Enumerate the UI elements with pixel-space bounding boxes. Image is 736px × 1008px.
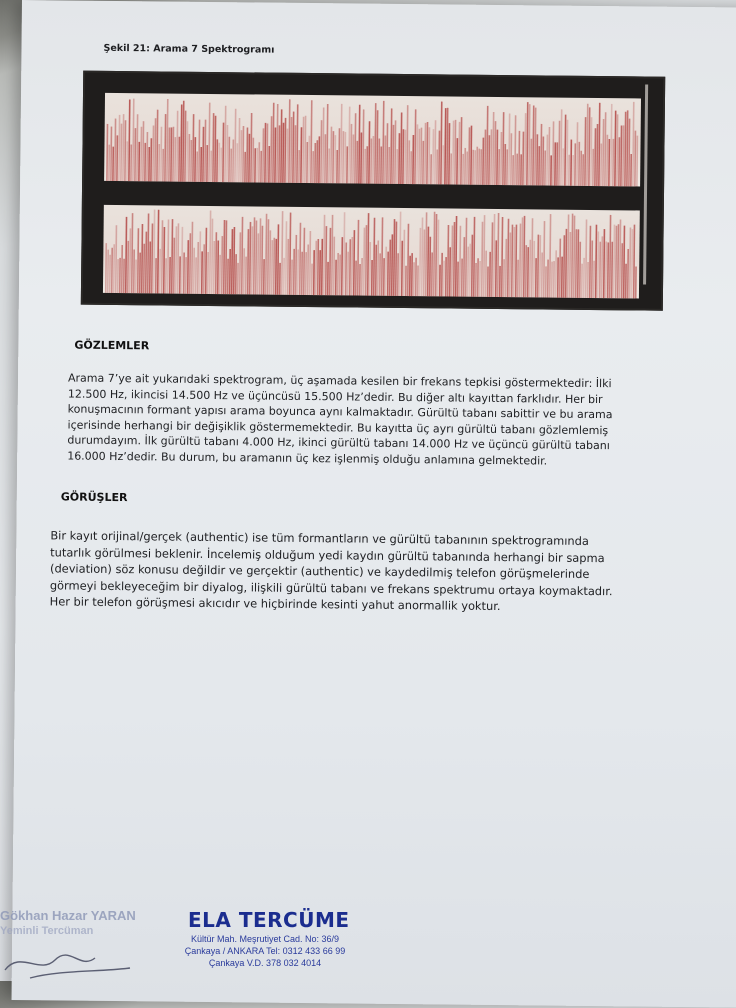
opinions-line: Her bir telefon görüşmesi akıcıdır ve hiçbirinde kesinti yahut anormallik yoktur.: [49, 594, 501, 614]
opinions-line: tutarlık görülmesi beklenir. İncelemiş olduğum yedi kaydın gürültü tabanında herhangi bir sapma: [50, 544, 605, 565]
observations-line: içerisinde herhangi bir değişiklik göstermemektedir. Bu kayıtta üç ayrı gürültü tabanı gözlemlemiş: [67, 418, 609, 437]
address-line: Çankaya V.D. 378 032 4014: [208, 958, 322, 968]
spectrogram-stripe: [487, 266, 489, 296]
spectrogram-stripe: [572, 155, 574, 186]
spectrogram-stripe: [430, 154, 432, 184]
spectrogram-stripe: [312, 151, 314, 183]
spectrogram-stripe: [279, 263, 281, 295]
spectrogram-stripe: [462, 154, 464, 185]
spectrogram-stripe: [630, 154, 632, 186]
document-page: [12, 0, 736, 1008]
opinions-heading: GÖRÜŞLER: [60, 490, 128, 505]
opinions-line: Bir kayıt orijinal/gerçek (authentic) ise tüm formantların ve gürültü tabanının spektrogramında: [50, 528, 589, 548]
spectrogram-stripe: [417, 266, 419, 297]
signature-scribble: [0, 940, 140, 981]
observations-line: Arama 7’ye ait yukarıdaki spektrogram, üç aşamada kesilen bir frekans tepkisi göstermektedir: İlki: [67, 371, 612, 391]
translator-stamp-name: Gökhan Hazar YARAN: [0, 908, 136, 923]
spectrogram-stripe: [260, 151, 262, 183]
spectrogram-stripe: [550, 155, 552, 185]
spectrogram-stripe: [582, 154, 584, 186]
spectrogram-stripe: [545, 266, 547, 297]
observations-line: 12.500 Hz, ikincisi 14.500 Hz ve üçüncüsü 15.500 Hz’dedir. Bu diğer altı kayıttan farklıdır. Her bir: [67, 387, 603, 406]
company-logo-text: ELA TERCÜME: [188, 908, 350, 932]
figure-caption: Şekil 21: Arama 7 Spektrogramı: [103, 42, 275, 56]
address-line: Çankaya / ANKARA Tel: 0312 433 66 99: [184, 946, 346, 956]
address-line: Kültür Mah. Meşrutiyet Cad. No: 36/9: [190, 934, 340, 944]
spectrogram-stripe: [359, 264, 361, 296]
opinions-line: (deviation) söz konusu değildir ve gerçektir (authentic) ve kaydedilmiş telefon görüşmelerinde: [49, 561, 590, 581]
translator-stamp-title: Yeminli Tercüman: [0, 925, 94, 937]
spectrogram-stripe: [516, 154, 518, 186]
spectrogram-stripe: [210, 151, 212, 182]
spectrogram-stripe: [520, 154, 522, 185]
spectrogram-stripe: [311, 264, 313, 295]
opinions-paragraph: [50, 527, 701, 616]
spectrogram-stripe: [237, 263, 239, 294]
spectrogram-image: [81, 71, 665, 311]
observations-paragraph: [67, 371, 698, 471]
spectrogram-stripe: [162, 149, 164, 182]
spectrogram-stripe: [405, 266, 407, 296]
company-address: [160, 933, 370, 969]
observations-heading: GÖZLEMLER: [74, 338, 150, 353]
spectrogram-stripe: [244, 152, 246, 182]
spectrogram-stripe: [635, 266, 637, 298]
spectrogram-stripe: [499, 266, 501, 297]
opinions-line: görmeyi bekleyeceğim bir diyalog, ilişkili gürültü tabanı ve frekans spektrumu ortaya koymaktadır.: [49, 577, 613, 598]
spectrogram-stripe: [512, 155, 514, 185]
spectrogram-stripe: [196, 151, 198, 181]
spectrogram-stripe: [568, 155, 570, 186]
spectrogram-graphic: [83, 73, 663, 309]
observations-line: konuşmacının formant yapısı arama boyunca aynı kalmaktadır. Gürültü tabanı sabittir ve bu arama: [67, 402, 613, 422]
observations-line: 16.000 Hz’dedir. Bu durum, bu aramanın üç kez işlenmiş olduğu anlamına gelmektedir.: [67, 448, 548, 468]
spectrogram-stripe: [450, 153, 452, 184]
observations-line: durumdayım. İlk gürültü tabanı 4.000 Hz, ikinci gürültü tabanı 14.000 Hz ve üçüncü gürültü tabanı: [67, 433, 610, 453]
spectrogram-stripe: [439, 265, 441, 297]
